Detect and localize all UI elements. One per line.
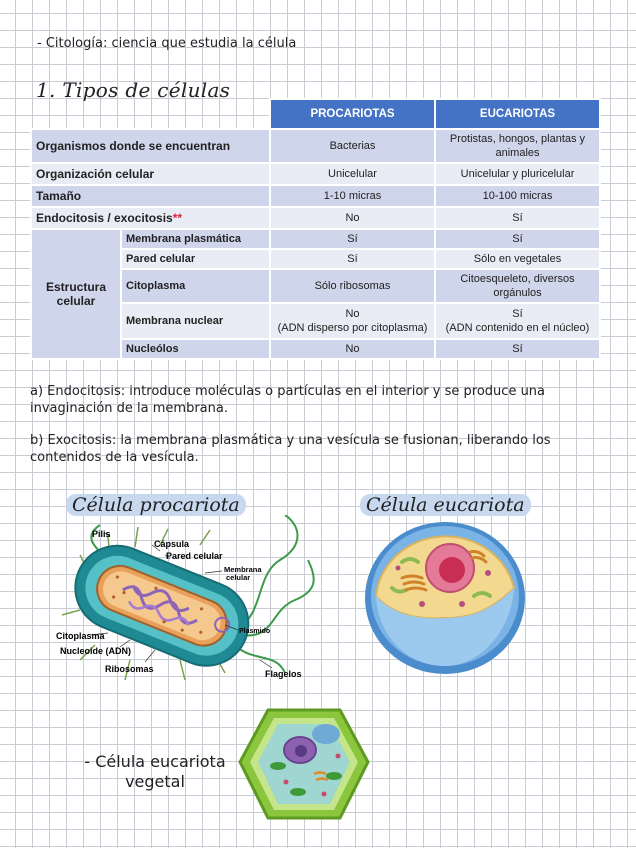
- cell-euc-main: Sí: [512, 308, 523, 320]
- cell-euc: Sólo en vegetales: [435, 249, 600, 269]
- exocytosis-paragraph: b) Exocitosis: la membrana plasmática y una vesícula se fusionan, liberando los contenidos de la vesícula.: [30, 433, 551, 465]
- cell-pro-note: (ADN disperso por citoplasma): [277, 322, 428, 334]
- cell-euc: Citoesqueleto, diversos orgánulos: [435, 269, 600, 303]
- cell-euc-note: (ADN contenido en el núcleo): [445, 322, 590, 334]
- comparison-table: [30, 98, 601, 360]
- cell-pro: Sí: [270, 229, 435, 249]
- footnote-mark: **: [172, 211, 183, 225]
- cell-pro: Bacterias: [270, 129, 435, 163]
- label-nucleoide: Nucleoide (ADN): [60, 646, 132, 656]
- plant-cell-caption: - Célula eucariota vegetal: [84, 752, 226, 791]
- cell-pro: Unicelular: [270, 163, 435, 185]
- cell-euc: 10-100 micras: [435, 185, 600, 207]
- cell-pro: Sólo ribosomas: [270, 269, 435, 303]
- row-label: Organización celular: [31, 163, 270, 185]
- row-label: Tamaño: [31, 185, 270, 207]
- label-citoplasma: Citoplasma: [56, 631, 105, 641]
- label-membrana: Membrana: [224, 565, 262, 574]
- label-membrana-celular: celular: [226, 573, 251, 582]
- section-heading: 1. Tipos de células: [36, 78, 231, 102]
- label-capsula: Cápsula: [154, 539, 190, 549]
- label-pared-celular: Pared celular: [166, 551, 223, 561]
- sub-row-label: Membrana plasmática: [121, 229, 270, 249]
- cell-euc: Protistas, hongos, plantas y animales: [435, 129, 600, 163]
- label-pilis: Pilis: [92, 529, 111, 539]
- table-row: [31, 163, 600, 185]
- cell-pro: [270, 303, 435, 339]
- cell-pro: No: [270, 207, 435, 229]
- bacterium-body: [63, 533, 261, 678]
- table-row: [31, 185, 600, 207]
- row-label-text: Endocitosis / exocitosis: [36, 211, 173, 225]
- table-row: [31, 229, 600, 249]
- label-flagelos: Flagelos: [265, 669, 302, 679]
- sub-row-label: Citoplasma: [121, 269, 270, 303]
- cell-pro: Sí: [270, 249, 435, 269]
- row-label: [31, 207, 270, 229]
- cell-euc: Unicelular y pluricelular: [435, 163, 600, 185]
- table-header-row: [31, 99, 600, 129]
- prokaryote-title: Célula procariota: [66, 494, 246, 516]
- sub-row-label: Nucleólos: [121, 339, 270, 359]
- prokaryote-diagram: [50, 515, 320, 690]
- header-procariotas: PROCARIOTAS: [270, 99, 435, 129]
- cell-pro: No: [270, 339, 435, 359]
- endocytosis-paragraph: a) Endocitosis: introduce moléculas o partículas en el interior y se produce una invaginación de la membrana.: [30, 384, 546, 416]
- header-blank: [31, 99, 270, 129]
- intro-text: - Citología: ciencia que estudia la célula: [37, 36, 297, 51]
- eukaryote-title: Célula eucariota: [360, 494, 531, 516]
- row-label: Organismos donde se encuentran: [31, 129, 270, 163]
- label-plasmido: Plasmido: [239, 628, 271, 635]
- cell-euc: Sí: [435, 229, 600, 249]
- table-row: [31, 129, 600, 163]
- cell-pro-main: No: [345, 308, 360, 320]
- table-row: [31, 207, 600, 229]
- plant-cell-diagram: [238, 704, 370, 822]
- label-ribosomas: Ribosomas: [105, 664, 154, 674]
- header-eucariotas: EUCARIOTAS: [435, 99, 600, 129]
- cell-pro: 1-10 micras: [270, 185, 435, 207]
- cell-euc: [435, 303, 600, 339]
- sub-row-label: Pared celular: [121, 249, 270, 269]
- group-label: Estructura celular: [31, 229, 121, 359]
- cell-euc: Sí: [435, 339, 600, 359]
- cell-euc: Sí: [435, 207, 600, 229]
- eukaryote-diagram: [362, 518, 528, 678]
- sub-row-label: Membrana nuclear: [121, 303, 270, 339]
